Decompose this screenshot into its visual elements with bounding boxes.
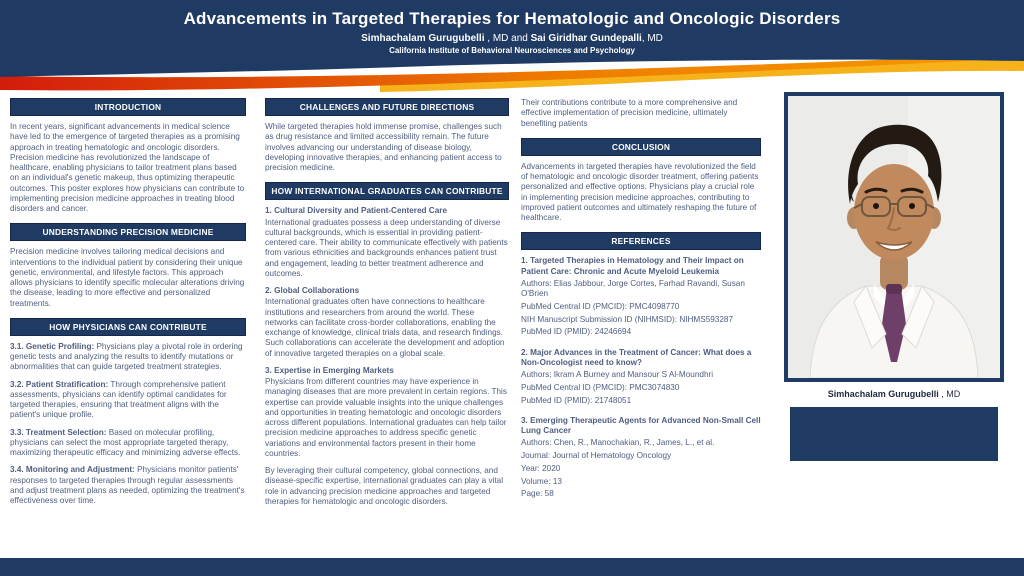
reference-title: 2. Major Advances in the Treatment of Cancer: What does a Non-Oncologist need to know? (521, 347, 752, 367)
section-heading-conclusion: CONCLUSION (521, 138, 761, 156)
section-heading-how-international-graduates-can-contribute: HOW INTERNATIONAL GRADUATES CAN CONTRIBUTE (265, 182, 509, 200)
reference-line: Journal: Journal of Hematology Oncology (521, 451, 672, 460)
reference-line: Page: 58 (521, 489, 554, 499)
section-heading-how-physicians-can-contribute: HOW PHYSICIANS CAN CONTRIBUTE (10, 318, 246, 336)
reference-line: Authors: Ikram A Burney and Mansour S Al-Moundhri (521, 370, 714, 379)
graduate-item-emerging-markets (265, 366, 509, 459)
item-text: International graduates often have connections to healthcare institutions and researchers from around the world. These networks can facilitate cross-border collaborations, enabling the exchange of knowledge, clinical trials data, and research findings. Such collaborations can accelerate the development and adoption of innovative targeted therapies on a global scale. (265, 297, 505, 358)
column-middle (265, 98, 509, 556)
physician-item-genetic-profiling (10, 342, 246, 373)
graduates-closing-paragraph: By leveraging their cultural competency, global connections, and disease-specific expertise, international graduates can play a vital role in advancing precision medicine approaches and targeted therapies for hematologic and oncologic disorders. (265, 466, 504, 506)
item-lead: 3.4. Monitoring and Adjustment: (10, 465, 135, 475)
item-lead: 3.1. Genetic Profiling: (10, 341, 95, 351)
item-text: International graduates possess a deep understanding of diverse cultural backgrounds, which is essential in providing patient-centered care. Their ability to communicate effectively with patients from various ethnicities and backgrounds enhances patient trust and engagement, leading to better treatment adherence and outcomes. (265, 217, 508, 278)
reference-line: Authors: Chen, R., Manochakian, R., James, L., et al. (521, 438, 715, 448)
reference-3 (521, 416, 761, 500)
reference-line: Volume: 13 (521, 476, 562, 486)
physician-item-treatment-selection (10, 428, 246, 459)
graduate-item-cultural-diversity (265, 206, 509, 279)
item-text: Physicians monitor patients' responses to targeted therapies through regular assessments and adjust treatment plans as needed, optimizing the treatment's effectiveness over time. (10, 465, 245, 505)
introduction-body: In recent years, significant advancements in medical science have led to the emergence of targeted therapies as a promising approach in treating hematologic and oncologic disorders. Precision medicine has revolutionized the landscape of healthcare, enabling physicians to tailor treatment plans based on an individual's genetic makeup, thus optimizing therapeutic outcomes. This poster explores how physicians can contribute to implementing precision medicine approaches in treating blood disorders and cancer. (10, 122, 245, 213)
author-1-degree: , MD and (484, 33, 531, 44)
navy-decorative-block (790, 407, 998, 461)
portrait-photo (784, 92, 1004, 382)
challenges-body: While targeted therapies hold immense promise, challenges such as drug resistance and limited accessibility remain. The future involves advancing our understanding of disease biology, developing innovative therapies, and enhancing patient access to precision medicine. (265, 122, 502, 172)
affiliation: California Institute of Behavioral Neurosciences and Psychology (389, 46, 635, 55)
author-1: Simhachalam Gurugubelli (361, 33, 485, 44)
reference-line: PubMed ID (PMID): 24246694 (521, 327, 632, 337)
photo-caption-name: Simhachalam Gurugubelli (827, 389, 939, 399)
poster-title: Advancements in Targeted Therapies for Hematologic and Oncologic Disorders (183, 9, 841, 28)
reference-line: Authors: Elias Jabbour, Jorge Cortes, Farhad Ravandi, Susan O'Brien (521, 278, 745, 298)
authors-line (0, 33, 1024, 44)
section-heading-challenges-future-directions: CHALLENGES AND FUTURE DIRECTIONS (265, 98, 509, 116)
physician-item-monitoring-adjustment (10, 465, 246, 506)
column-right (521, 98, 761, 556)
header-text (0, 9, 1024, 55)
reference-line: PubMed ID (PMID): 21748051 (521, 395, 632, 405)
item-text: Physicians play a pivotal role in ordering genetic tests and analyzing the results to identify mutations or abnormalities that can guide targeted treatment strategies. (10, 341, 243, 372)
portrait-illustration (788, 96, 1000, 378)
contributions-paragraph: Their contributions contribute to a more comprehensive and effective implementation of precision medicine, ultimately benefiting patients (521, 98, 738, 128)
conclusion-body: Advancements in targeted therapies have revolutionized the field of hematologic and oncologic disorder treatment, offering patients personalized and effective options. Physicians play a crucial role in implementing precision medicine approaches, contributing to improved patient outcomes and ultimately reshaping the future of healthcare. (521, 161, 759, 222)
item-text: Based on molecular profiling, physicians can select the most appropriate targeted therapy, maximizing therapeutic efficacy and minimizing adverse effects. (10, 427, 241, 457)
physician-item-patient-stratification (10, 380, 246, 421)
section-heading-references: REFERENCES (521, 232, 761, 250)
photo-caption (771, 389, 1017, 399)
bottom-footer-bar (0, 558, 1024, 576)
author-photo-panel (771, 92, 1017, 461)
photo-caption-degree: , MD (938, 389, 961, 399)
item-text: Physicians from different countries may have experience in managing diseases that are more prevalent in certain regions. This expertise can provide valuable insights into the unique challenges and opportunities in treating hematologic and oncologic disorders across different populations. International graduates can help tailor precision medicine approaches to address specific genetic variations and environmental factors present in their home countries. (265, 377, 507, 458)
reference-title: 1. Targeted Therapies in Hematology and Their Impact on Patient Care: Chronic and Acute Myeloid Leukemia (521, 256, 744, 276)
understanding-precision-medicine-body: Precision medicine involves tailoring medical decisions and interventions to the individual patient by considering their unique genetic, environmental, and lifestyle factors. This approach allows physicians to identify specific molecular alterations driving the disease, leading to more effective and personalized treatments. (10, 247, 245, 308)
item-lead: 3.2. Patient Stratification: (10, 379, 109, 389)
section-heading-understanding-precision-medicine: UNDERSTANDING PRECISION MEDICINE (10, 223, 246, 241)
reference-line: PubMed Central ID (PMCID): PMC3074830 (521, 382, 680, 392)
item-lead: 3.3. Treatment Selection: (10, 427, 107, 437)
item-lead: 3. Expertise in Emerging Markets (265, 365, 394, 375)
poster-header (0, 0, 1024, 96)
column-left (10, 98, 246, 556)
reference-1 (521, 256, 761, 337)
item-lead: 2. Global Collaborations (265, 286, 360, 295)
reference-2 (521, 348, 761, 406)
author-2-degree: , MD (641, 33, 663, 44)
reference-line: PubMed Central ID (PMCID): PMC4098770 (521, 301, 680, 311)
item-text: Through comprehensive patient assessments, physicians can identify optimal candidates for targeted therapies, ensuring that treatment aligns with the patient's unique profile. (10, 379, 227, 420)
author-2: Sai Giridhar Gundepalli (530, 33, 642, 44)
section-heading-introduction: INTRODUCTION (10, 98, 246, 116)
graduate-item-global-collaborations (265, 286, 509, 359)
reference-line: Year: 2020 (521, 463, 561, 473)
reference-title: 3. Emerging Therapeutic Agents for Advanced Non-Small Cell Lung Cancer (521, 415, 761, 435)
item-lead: 1. Cultural Diversity and Patient-Centered Care (265, 206, 447, 216)
reference-line: NIH Manuscript Submission ID (NIHMSID): NIHMS593287 (521, 314, 734, 324)
